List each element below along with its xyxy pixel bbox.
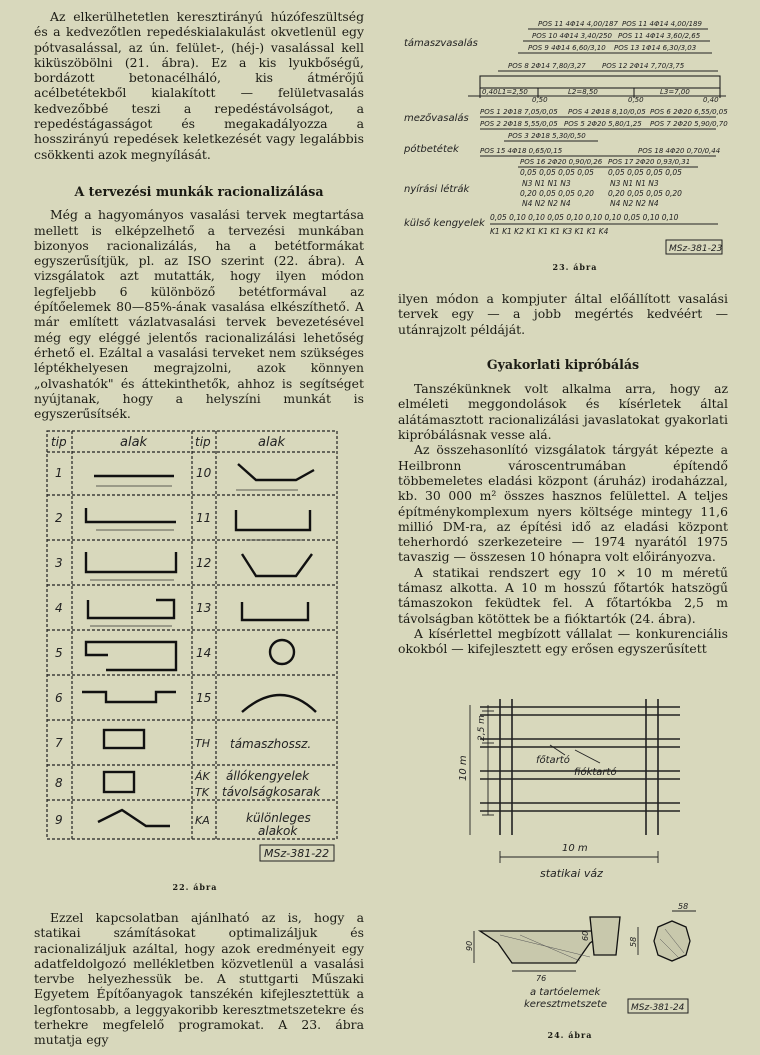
fig23-t3: POS 10 4Φ14 3,40/250 [532,32,612,40]
fig22-row-4: 4 [55,601,63,615]
fig23-m3: POS 6 2Φ20 6,55/0,05 [650,108,728,116]
fig23-n-vals-a: 0,05 0,05 0,05 0,05 [520,168,594,177]
section-heading-rationalization: A tervezési munkák racionalizálása [74,183,324,199]
fig23-m5: POS 5 2Φ20 5,80/1,25 [564,120,642,128]
fig23-p3: POS 16 2Φ20 0,90/0,26 [520,158,603,166]
fig24-label-statikai: statikai váz [540,867,603,880]
fig24-dim-58a: 58 [678,902,689,911]
fig23-n-vals-d: 0,20 0,05 0,05 0,20 [608,189,682,198]
fig23-p1: POS 15 4Φ18 0,65/0,15 [480,147,563,155]
fig23-m4: POS 2 2Φ18 5,55/0,05 [480,120,558,128]
fig23-k-vals: 0,05 0,10 0,10 0,05 0,10 0,10 0,10 0,05 0,10 0,10 [490,213,679,222]
paragraph-heilbronn: Az összehasonlító vizsgálatok tárgyát képezte a Heilbronn városcentrumában építendő többemeletes eladási központ (áruház) irodaházzal, kb. 30 000 m² összes hasznos felülettel. A teljes építménykomplexum nyers költsége mintegy 11,6 millió DM-ra, az építési idő az eladási központ teherhordó szerkezeteire — 1974 nyarától 1975 tavaszig — összesen 10 hónapra volt előirányozva. [398,442,728,565]
fig23-t7: POS 8 2Φ14 7,80/3,27 [508,62,586,70]
figure-22-caption: 22. ábra [172,882,218,892]
fig23-t6: POS 13 1Φ14 6,30/3,03 [614,44,697,52]
fig23-n-vals-b: 0,05 0,05 0,05 0,05 [608,168,682,177]
fig22-col-alak-right: alak [258,435,286,450]
fig24-label-cross1: a tartóelemek [530,987,601,998]
fig23-m7: POS 3 2Φ18 5,30/0,50 [508,132,586,140]
fig23-p4: POS 17 2Φ20 0,93/0,31 [608,158,691,166]
fig22-row-3: 3 [55,556,63,570]
fig23-label-nyirasi: nyírási létrák [404,184,470,195]
fig24-dim-90: 90 [465,940,474,951]
fig23-t2: POS 11 4Φ14 4,00/189 [622,20,702,28]
figure-22-bar-shapes-table [46,430,346,880]
left-column-bottom [34,910,364,1048]
fig23-t8: POS 12 2Φ14 7,70/3,75 [602,62,685,70]
fig23-n-codes-c: N4 N2 N2 N4 [522,199,571,208]
fig22-row-10: 10 [196,466,212,480]
left-column-top [34,9,364,421]
fig23-span-4: 0,50 [628,96,644,104]
fig23-m6: POS 7 2Φ20 5,90/0,70 [650,120,728,128]
fig22-label-ka1: különleges [246,811,311,825]
fig22-label-ak2: távolságkosarak [222,785,321,799]
fig24-dim-10m-horizontal: 10 m [562,843,588,854]
fig23-label-kulso: külső kengyelek [404,218,485,229]
fig22-row-th: TH [195,737,210,750]
fig22-row-9: 9 [55,813,63,827]
fig23-n-codes-a: N3 N1 N1 N3 [522,179,571,188]
paragraph-company: A kísérlettel megbízott vállalat — konkurenciális okokból — kifejlesztett egy erősen egyszerűsített [398,625,728,657]
fig22-row-6: 6 [55,691,63,705]
fig24-dim-58b: 58 [629,936,638,947]
paragraph-static-system: A statikai rendszert egy 10 × 10 m méretű támasz alkotta. A 10 m hosszú főtartók hatszögű támaszokon feküdtek fel. A főtartókba 2,5 m távolságban kötöttek be a fióktartók (24. ábra). [398,564,728,626]
figure-24-caption: 24. ábra [547,1030,593,1040]
fig22-col-tip-right: tip [195,435,211,449]
fig22-row-tk: TK [195,786,209,799]
fig22-row-12: 12 [196,556,212,570]
fig23-span-0: 0,40 [482,88,498,96]
fig24-dim-76: 76 [536,974,547,983]
paragraph-rationalization: Még a hagyományos vasalási tervek megtartása mellett is elképzelhető a tervezési munkában bizonyos racionalizálás, ha a betétformákat egyszerűsítjük, pl. az ISO szerint (22. ábra). A vizsgálatok azt mutatták, hogy ilyen módon legfeljebb 6 különböző betétformával az építőelemek 80—85%-ának vasalása elkészíthető. A már említett vázlatvasalási tervek bevezetésével még egy eléggé jelentős racionalizálási lehetőség érhető el. Ezáltal a vasalási terveket nem szükséges léptékhelyesen megrajzolni, azok könnyen „olvashatók" és áttekinthetők, ahhoz is segítséget nyújtanak, hogy a helyszíni munkát is egyszerűsítsék. [34,207,364,422]
fig24-dim-60: 60 [581,930,590,941]
fig22-row-11: 11 [196,511,212,525]
paragraph-trial-intro: Tanszékünknek volt alkalma arra, hogy az elméleti meggondolások és kísérletek által alátámasztott racionalizálási javaslatokat gyakorlati kipróbálásnak vesse alá. [398,381,728,443]
fig23-t4: POS 11 4Φ14 3,60/2,65 [618,32,701,40]
fig23-m1: POS 1 2Φ18 7,05/0,05 [480,108,558,116]
paragraph-optimization: Ezzel kapcsolatban ajánlható az is, hogy a statikai számításokat optimalizáljuk és racionalizáljuk azáltal, hogy azok eredményeit egy adatfeldolgozó mellékletben közvetlenül a vasalási tervbe helyezhessük be. A stuttgarti Műszaki Egyetem Építőanyagok tanszékén kifejlesztettük a legfontosabb, a leggyakoribb keresztmetszetekre és terhekre megfelelő programokat. A 23. ábra mutatja egy [34,910,364,1048]
fig22-col-alak-left: alak [120,435,148,450]
fig22-stamp: MSz-381-22 [264,847,330,860]
fig22-row-7: 7 [55,736,63,750]
fig23-p2: POS 18 4Φ20 0,70/0,44 [638,147,721,155]
fig23-k-codes: K1 K1 K2 K1 K1 K1 K3 K1 K1 K4 [490,227,609,236]
fig22-row-5: 5 [55,646,63,660]
fig23-t5: POS 9 4Φ14 6,60/3,10 [528,44,606,52]
right-column [398,291,728,657]
fig23-span-6: 0,40 [703,96,719,104]
fig22-label-ka2: alakok [258,824,298,838]
fig23-t1: POS 11 4Φ14 4,00/187 [538,20,618,28]
fig22-row-14: 14 [196,646,212,660]
fig24-stamp: MSz-381-24 [631,1003,685,1013]
figure-24-static-frame [440,685,730,1045]
fig22-row-13: 13 [196,601,212,615]
fig24-label-fotarto: főtartó [536,755,570,766]
figure-23-computer-reinforcement-plan [398,12,728,262]
section-heading-practical-trial: Gyakorlati kipróbálás [486,356,640,372]
fig22-row-8: 8 [55,776,63,790]
fig24-dim-10m-vertical: 10 m [458,755,469,781]
paragraph-felulet-vasalas: Az elkerülhetetlen keresztirányú húzófeszültség és a kedvezőtlen repedéskialakulást okvetlenül egy pótvasalással, az ún. felület-, (héj-) vasalással kell kiküszöbölni (21. ábra). Ez a kis lyukbőségű, bordázott betonacélháló, kis átmérőjű acélbetétekből kialakított — felületvasalás kedvezőbbé teszi a repedéstávolságot, a repedéstágasságot és megakadályozza a hosszirányú repedések keletkezését vagy legalábbis csökkenti azok megnyílását. [34,9,364,162]
fig23-n-vals-c: 0,20 0,05 0,05 0,20 [520,189,594,198]
fig23-m2: POS 4 2Φ18 8,10/0,05 [568,108,646,116]
fig22-col-tip-left: tip [51,435,67,449]
figure-23-caption: 23. ábra [552,262,598,272]
fig22-row-1: 1 [55,466,63,480]
fig23-span-1: L1=2,50 [498,88,528,96]
fig23-n-codes-d: N4 N2 N2 N4 [610,199,659,208]
fig23-label-mezo: mezővasalás [404,113,469,124]
fig22-label-th: támaszhossz. [230,737,312,751]
fig23-stamp: MSz-381-23 [669,244,723,254]
fig23-span-3: L2=8,50 [568,88,598,96]
paragraph-computer-plan: ilyen módon a kompjuter által előállított vasalási tervek egy — a jobb megértés kedvéért — utánrajzolt példáját. [398,291,728,337]
fig23-label-potbetet: pótbetétek [404,144,459,155]
fig22-row-ak: ÁK [195,770,210,783]
fig23-span-2: 0,50 [532,96,548,104]
fig22-label-ak1: állókengyelek [226,769,310,783]
fig22-row-15: 15 [196,691,212,705]
fig24-dim-25: 2,5 m [477,715,487,741]
fig23-n-codes-b: N3 N1 N1 N3 [610,179,659,188]
fig23-span-5: L3=7,00 [660,88,690,96]
fig24-label-fioktarto: fióktartó [574,767,617,778]
fig22-row-ka: KA [195,814,210,827]
fig22-row-2: 2 [55,511,63,525]
fig24-label-cross2: keresztmetszete [524,999,608,1010]
fig23-label-tamasz: támaszvasalás [404,38,478,49]
